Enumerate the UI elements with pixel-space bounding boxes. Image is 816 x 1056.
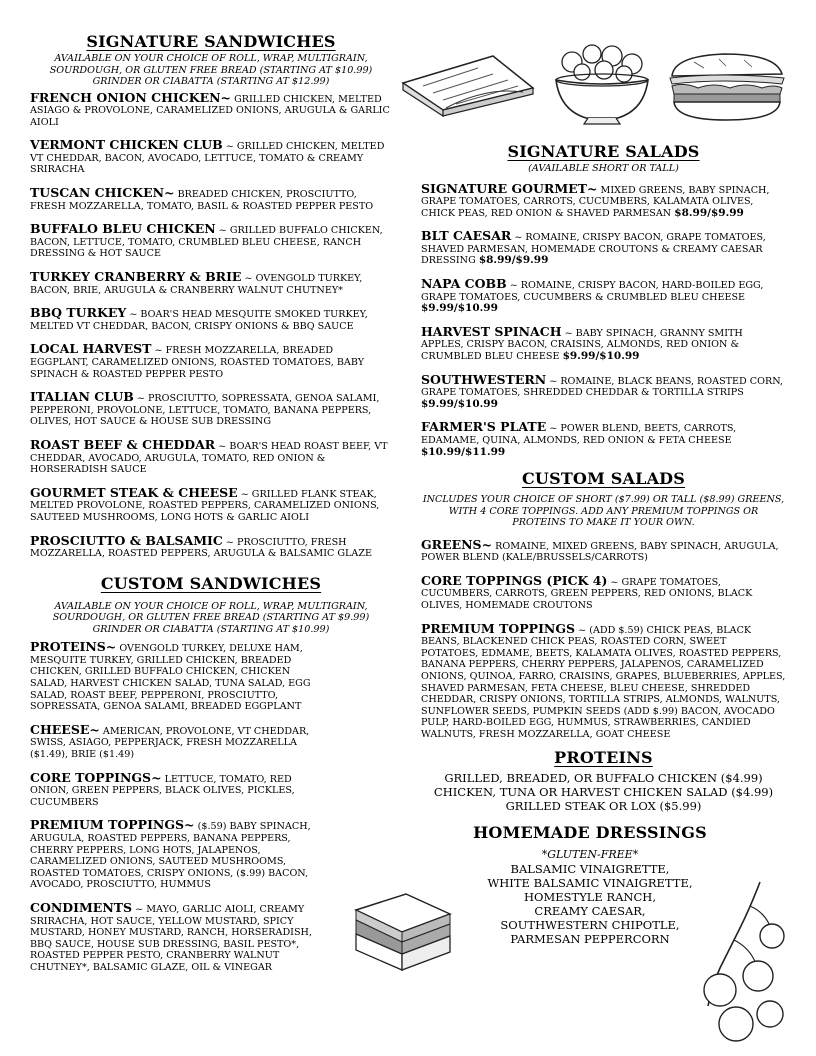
item-description: OVENGOLD TURKEY, DELUXE HAM, MESQUITE TURKEY, GRILLED CHICKEN, BREADED CHICKEN, GRILLED BUFFALO CHICKEN, CHICKEN SALAD, HARVEST CHICKEN SALAD, TUNA SALAD, EGG SALAD, ROAST BEEF, PEPPERONI, PROSCIUTTO, SOPRESSATA, GENOA SALAMI, BREADED EGGPLANT [30,643,311,713]
protein-line: CHICKEN, TUNA OR HARVEST CHICKEN SALAD ($4.99) [433,784,774,799]
item-description: ~ POWER BLEND, BEETS, CARROTS, EDAMAME, QUINA, ALMONDS, RED ONION & FETA CHEESE [421,423,737,446]
item-name: GOURMET STEAK & CHEESE [30,484,238,500]
gluten-free-note: *GLUTEN-FREE* [541,847,639,861]
left-column [30,32,392,984]
item-name: TURKEY CRANBERRY & BRIE [30,269,242,285]
menu-item [30,139,392,176]
item-description: ~ BABY SPINACH, GRANNY SMITH APPLES, CRISPY BACON, CRAISINS, ALMONDS, RED ONION & CRUMBLED BLEU CHEESE [421,327,743,363]
section-title: PROTEINS [554,747,653,767]
item-name: NAPA COBB [421,276,507,292]
item-description: ~ BOAR'S HEAD MESQUITE SMOKED TURKEY, MELTED VT CHEDDAR, BACON, CRISPY ONIONS & BBQ SAUCE [30,309,368,332]
menu-item [30,343,392,380]
menu-item [30,271,392,296]
right-column [421,142,786,946]
item-name: ROAST BEEF & CHEDDAR [30,436,216,452]
item-name: CORE TOPPINGS~ [30,769,162,785]
item-name: BUFFALO BLEU CHICKEN [30,221,216,237]
item-name: LOCAL HARVEST [30,341,152,357]
item-name: CONDIMENTS [30,899,133,915]
dressing-line: WHITE BALSAMIC VINAIGRETTE, [487,875,693,890]
item-name: CORE TOPPINGS (PICK 4) [421,572,608,588]
menu-item [30,436,392,476]
item-description: ~ MAYO, GARLIC AIOLI, CREAMY SRIRACHA, HOT SAUCE, YELLOW MUSTARD, SPICY MUSTARD, HONEY MUSTARD, RANCH, HORSERADISH, BBQ SAUCE, HOUSE SUB DRESSING, BASIL PESTO*, ROASTED PEPPER PESTO, CRANBERRY WALNUT CHUTNEY*, BALSAMIC GLAZE, OIL & VINEGAR [30,903,312,973]
item-price: $8.99/$9.99 [478,254,549,267]
dressing-line: PARMESAN PEPPERCORN [510,931,670,946]
menu-item [30,532,392,560]
item-name: BLT CAESAR [421,228,512,244]
item-price: $8.99/$9.99 [674,206,744,219]
item-name: PREMIUM TOPPINGS [421,620,576,636]
item-name: SIGNATURE GOURMET~ [421,180,598,196]
proteins-list [421,771,786,813]
signature-salads-section [421,142,786,458]
item-description: BREADED CHICKEN, PROSCIUTTO, FRESH MOZZARELLA, TOMATO, BASIL & ROASTED PEPPER PESTO [30,189,374,212]
tomato-vine-icon [690,878,790,1048]
section-title: CUSTOM SANDWICHES [100,573,322,593]
menu-item [30,484,392,524]
item-name: SOUTHWESTERN [421,371,547,387]
club-sandwich-icon [346,890,458,982]
item-description: ROMAINE, MIXED GREENS, BABY SPINACH, ARUGULA, POWER BLEND (KALE/BRUSSELS/CARROTS) [421,540,779,564]
dressing-line: SOUTHWESTERN CHIPOTLE, [500,917,680,932]
item-description: ~ ROMAINE, BLACK BEANS, ROASTED CORN, GRAPE TOMATOES, SHREDDED CHEDDAR & TORTILLA STRIPS [421,375,784,399]
menu-item [421,230,786,267]
menu-item [421,323,786,363]
item-description: ~ GRILLED CHICKEN, MELTED VT CHEDDAR, BACON, AVOCADO, LETTUCE, TOMATO & CREAMY SRIRACHA [30,141,385,176]
item-name: VERMONT CHICKEN CLUB [30,137,223,153]
item-description: ~ ROMAINE, CRISPY BACON, GRAPE TOMATOES, SHAVED PARMESAN, HOMEMADE CROUTONS & CREAMY CAESAR DRESSING [421,232,766,267]
protein-line: GRILLED STEAK OR LOX ($5.99) [505,798,702,813]
section-title: HOMEMADE DRESSINGS [473,822,707,842]
menu-item [30,187,392,212]
salad-bowl-icon [548,44,656,126]
menu-item [421,536,786,564]
signature-sandwiches-section [30,32,392,560]
custom-salads-section [421,469,786,740]
section-title: SIGNATURE SALADS [507,142,700,161]
menu-item [30,307,392,332]
menu-item [421,421,786,458]
menu-item [421,278,786,315]
item-description: AMERICAN, PROVOLONE, VT CHEDDAR, SWISS, ASIAGO, PEPPERJACK, FRESH MOZZARELLA ($1.49), BRIE ($1.49) [30,725,310,760]
item-description: ~ OVENGOLD TURKEY, BACON, BRIE, ARUGULA & CRANBERRY WALNUT CHUTNEY* [30,273,363,296]
item-price: $10.99/$11.99 [421,445,506,458]
menu-items [421,180,786,459]
menu-items [30,641,326,973]
dressing-line: HOMESTYLE RANCH, [524,889,656,904]
menu-items [421,536,786,741]
item-name: PROSCIUTTO & BALSAMIC [30,532,223,548]
section-title: SIGNATURE SANDWICHES [86,32,336,51]
item-name: CHEESE~ [30,721,100,737]
item-name: BBQ TURKEY [30,305,127,321]
menu-item [30,391,392,428]
item-name: FRENCH ONION CHICKEN~ [30,89,232,105]
panini-icon [398,48,538,118]
menu-items [30,89,392,560]
menu-item [30,89,392,129]
section-note: INCLUDES YOUR CHOICE OF SHORT ($7.99) OR TALL ($8.99) GREENS, WITH 4 CORE TOPPINGS. ADD ANY PREMIUM TOPPINGS OR PROTEINS TO MAKE IT YOUR OWN. [422,494,785,529]
item-description: ~ FRESH MOZZARELLA, BREADED EGGPLANT, CARAMELIZED ONIONS, ROASTED TOMATOES, BABY SPINACH & ROASTED PEPPER PESTO [30,345,365,380]
item-description: ~ (ADD $.59) CHICK PEAS, BLACK BEANS, BLACKENED CHICK PEAS, ROASTED CORN, SWEET POTATOES, EDMAME, BEETS, KALAMATA OLIVES, ROASTED PEPPERS, BANANA PEPPERS, CHERRY PEPPERS, JALAPENOS, CARAMELIZED ONIONS, QUINOA, FARRO, CRAISINS, GRAPES, BLUEBERRIES, APPLES, SHAVED PARMESAN, FETA CHEESE, BLEU CHEESE, SHREDDED CHEDDAR, CRISPY ONIONS, TORTILLA STRIPS, ALMONDS, WALNUTS, SUNFLOWER SEEDS, PUMPKIN SEEDS (ADD $.99) BACON, AVOCADO PULP, HARD-BOILED EGG, HUMMUS, STRAWBERRIES, CANDIED WALNUTS, FRESH MOZZARELLA, GOAT CHEESE [421,624,786,740]
item-description: ~ PROSCIUTTO, SOPRESSATA, GENOA SALAMI, PEPPERONI, PROVOLONE, LETTUCE, TOMATO, BANANA PEPPERS, OLIVES, HOT SAUCE & HOUSE SUB DRESSING [30,393,380,428]
menu-item [30,819,326,891]
menu-item [30,223,392,260]
item-description: ~ ROMAINE, CRISPY BACON, HARD-BOILED EGG, GRAPE TOMATOES, CUCUMBERS & CRUMBLED BLEU CHEESE [421,280,764,303]
item-name: PREMIUM TOPPINGS~ [30,817,195,833]
dressings-section [465,823,715,946]
item-description: ~ GRILLED BUFFALO CHICKEN, BACON, LETTUCE, TOMATO, CRUMBLED BLEU CHEESE, RANCH DRESSING & HOT SAUCE [30,225,383,260]
item-name: GREENS~ [421,536,493,552]
section-note: (AVAILABLE SHORT OR TALL) [528,163,679,174]
section-note: AVAILABLE ON YOUR CHOICE OF ROLL, WRAP, MULTIGRAIN, SOURDOUGH, OR GLUTEN FREE BREAD (STARTING AT $10.99) GRINDER OR CIABATTA (STARTING AT $12.99) [49,53,373,87]
menu-item [30,721,326,761]
item-description: ~ BOAR'S HEAD ROAST BEEF, VT CHEDDAR, AVOCADO, ARUGULA, TOMATO, RED ONION & HORSERADISH SAUCE [30,440,388,476]
item-name: TUSCAN CHICKEN~ [30,185,175,201]
menu-item [421,180,786,220]
item-price: $9.99/$10.99 [421,397,498,410]
item-price: $9.99/$10.99 [421,302,498,315]
menu-item [30,899,326,974]
item-description: ~ PROSCIUTTO, FRESH MOZZARELLA, ROASTED PEPPERS, ARUGULA & BALSAMIC GLAZE [30,536,373,560]
menu-item [30,641,326,713]
item-name: PROTEINS~ [30,639,117,655]
item-name: FARMER'S PLATE [421,419,547,435]
sub-sandwich-icon [664,48,788,126]
section-title: CUSTOM SALADS [521,469,686,489]
item-description: GRILLED CHICKEN, MELTED ASIAGO & PROVOLONE, CARAMELIZED ONIONS, ARUGULA & GARLIC AIOLI [30,93,390,128]
item-description: LETTUCE, TOMATO, RED ONION, GREEN PEPPERS, BLACK OLIVES, PICKLES, CUCUMBERS [30,773,295,808]
item-name: HARVEST SPINACH [421,323,562,339]
menu-item [421,620,786,741]
menu-item [30,769,326,809]
item-name: ITALIAN CLUB [30,389,134,405]
proteins-section [421,748,786,813]
section-note: AVAILABLE ON YOUR CHOICE OF ROLL, WRAP, MULTIGRAIN, SOURDOUGH, OR GLUTEN FREE BREAD (STARTING AT $9.99) GRINDER OR CIABATTA (STARTING AT $10.99) [52,600,370,635]
item-description: MIXED GREENS, BABY SPINACH, GRAPE TOMATOES, CARROTS, CUCUMBERS, KALAMATA OLIVES, CHICK PEAS, RED ONION & SHAVED PARMESAN [421,184,770,219]
item-description: ~ GRILLED FLANK STEAK, MELTED PROVOLONE, ROASTED PEPPERS, CARAMELIZED ONIONS, SAUTEED MUSHROOMS, LONG HOTS & GARLIC AIOLI [30,488,380,523]
dressing-line: CREAMY CAESAR, [534,903,646,918]
dressing-line: BALSAMIC VINAIGRETTE, [510,861,670,876]
item-price: $9.99/$10.99 [562,350,640,363]
protein-line: GRILLED, BREADED, OR BUFFALO CHICKEN ($4.99) [444,770,763,785]
menu-item [421,371,786,411]
item-description: ($.59) BABY SPINACH, ARUGULA, ROASTED PEPPERS, BANANA PEPPERS, CHERRY PEPPERS, LONG HOTS, JALAPENOS, CARAMELIZED ONIONS, SAUTEED MUSHROOMS, ROASTED TOMATOES, CRISPY ONIONS, ($.99) BACON, AVOCADO, PROSCIUTTO, HUMMUS [30,821,311,891]
item-description: ~ GRAPE TOMATOES, CUCUMBERS, CARROTS, GREEN PEPPERS, RED ONIONS, BLACK OLIVES, HOMEMADE CROUTONS [421,576,753,612]
menu-item [421,572,786,612]
custom-sandwiches-section [30,574,392,974]
